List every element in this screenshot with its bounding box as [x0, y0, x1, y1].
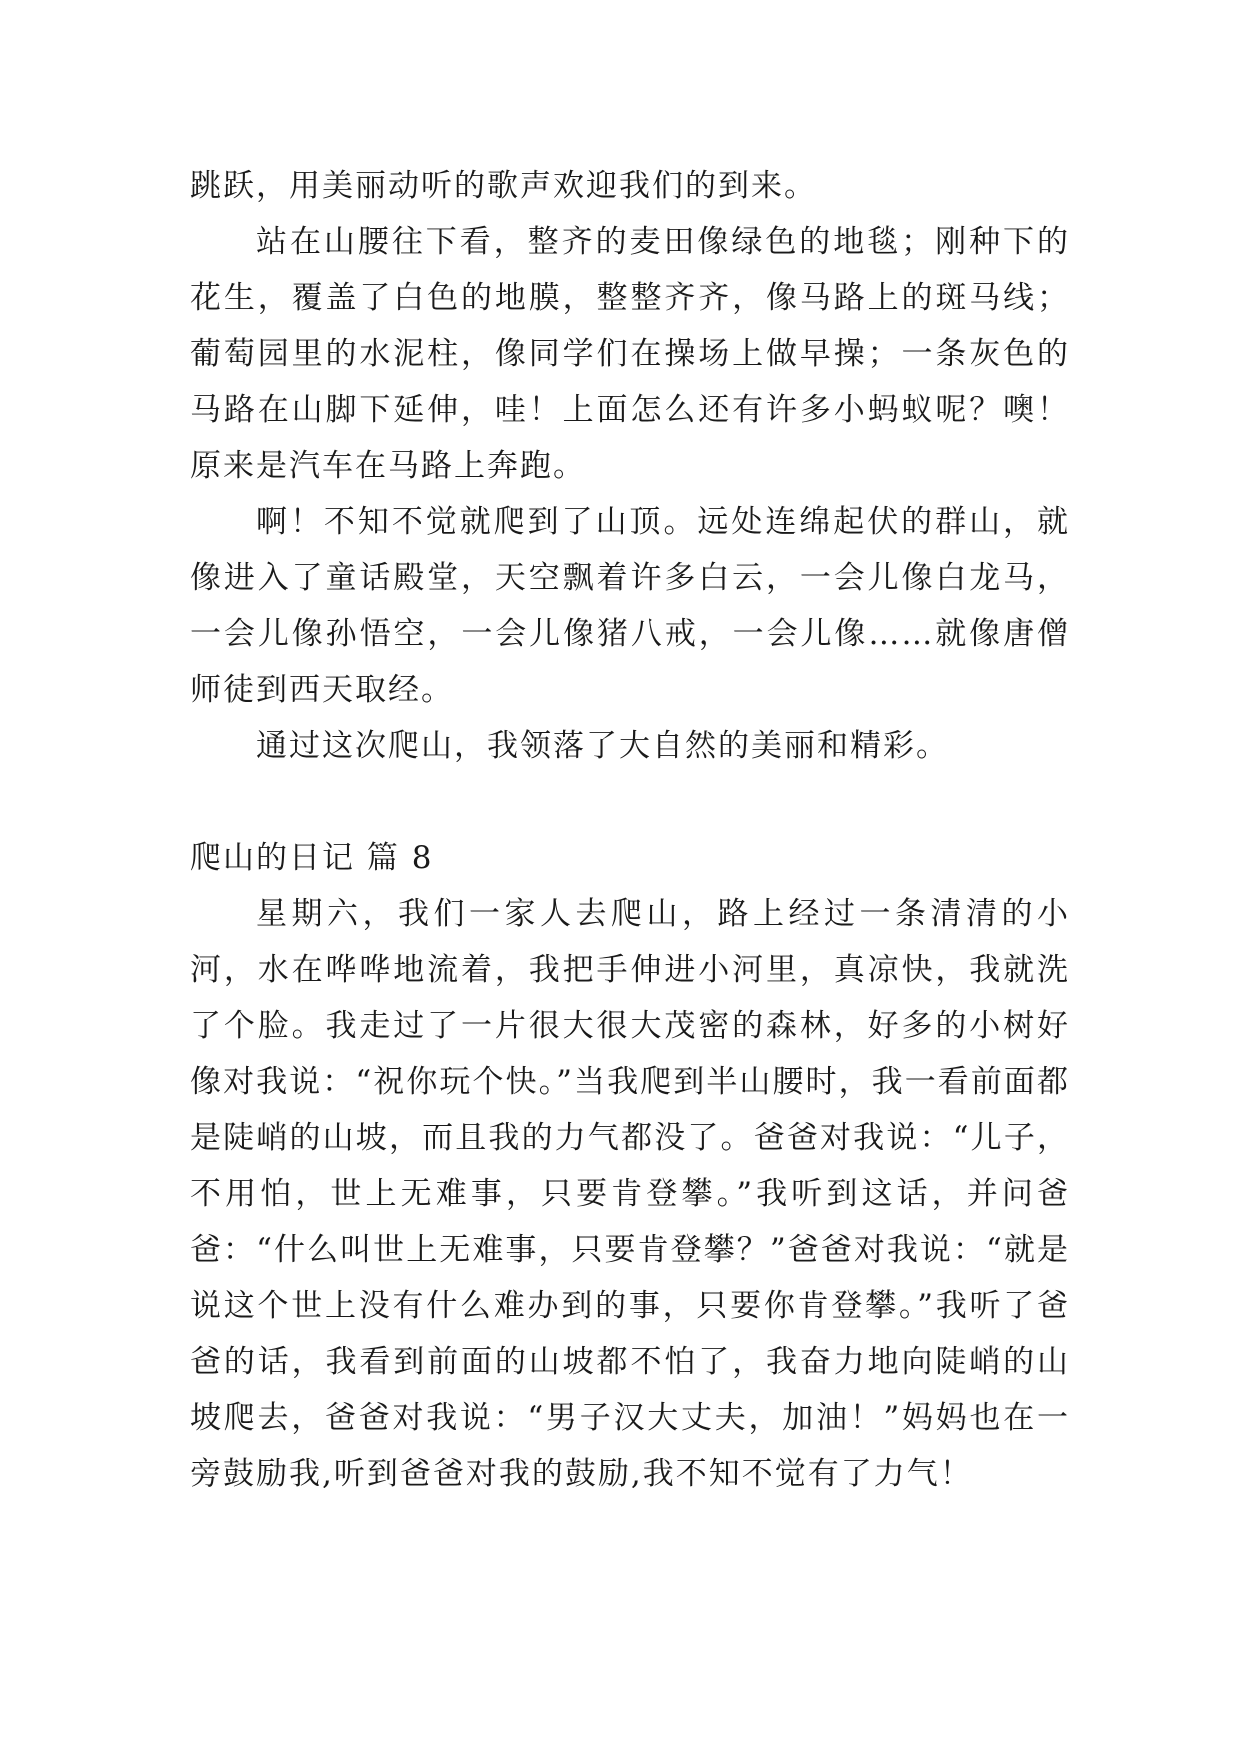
document-body — [190, 158, 1070, 1502]
paragraph-continuation: 跳跃，用美丽动听的歌声欢迎我们的到来。 — [190, 168, 817, 204]
section-title: 爬山的日记 篇 8 — [190, 840, 434, 876]
paragraph-summit: 啊！不知不觉就爬到了山顶。远处连绵起伏的群山，就像进入了童话殿堂，天空飘着许多白云，一会儿像白龙马，一会儿像孙悟空，一会儿像猪八戒，一会儿像……就像唐僧师徒到西天取经。 — [190, 504, 1070, 708]
section-gap — [190, 774, 1070, 830]
paragraph-conclusion: 通过这次爬山，我领落了大自然的美丽和精彩。 — [256, 728, 949, 764]
paragraph-hillside-view: 站在山腰往下看，整齐的麦田像绿色的地毯；刚种下的花生，覆盖了白色的地膜，整整齐齐，像马路上的斑马线；葡萄园里的水泥柱，像同学们在操场上做早操；一条灰色的马路在山脚下延伸，哇！上面怎么还有许多小蚂蚁呢？噢！原来是汽车在马路上奔跑。 — [190, 224, 1070, 484]
paragraph-saturday-climb: 星期六，我们一家人去爬山，路上经过一条清清的小河，水在哗哗地流着，我把手伸进小河里，真凉快，我就洗了个脸。我走过了一片很大很大茂密的森林，好多的小树好像对我说：“祝你玩个快。”当我爬到半山腰时，我一看前面都是陡峭的山坡，而且我的力气都没了。爸爸对我说：“儿子，不用怕，世上无难事，只要肯登攀。”我听到这话，并问爸爸：“什么叫世上无难事，只要肯登攀？”爸爸对我说：“就是说这个世上没有什么难办到的事，只要你肯登攀。”我听了爸爸的话，我看到前面的山坡都不怕了，我奋力地向陡峭的山坡爬去，爸爸对我说：“男子汉大丈夫，加油！”妈妈也在一旁鼓励我,听到爸爸对我的鼓励,我不知不觉有了力气！ — [190, 896, 1070, 1492]
